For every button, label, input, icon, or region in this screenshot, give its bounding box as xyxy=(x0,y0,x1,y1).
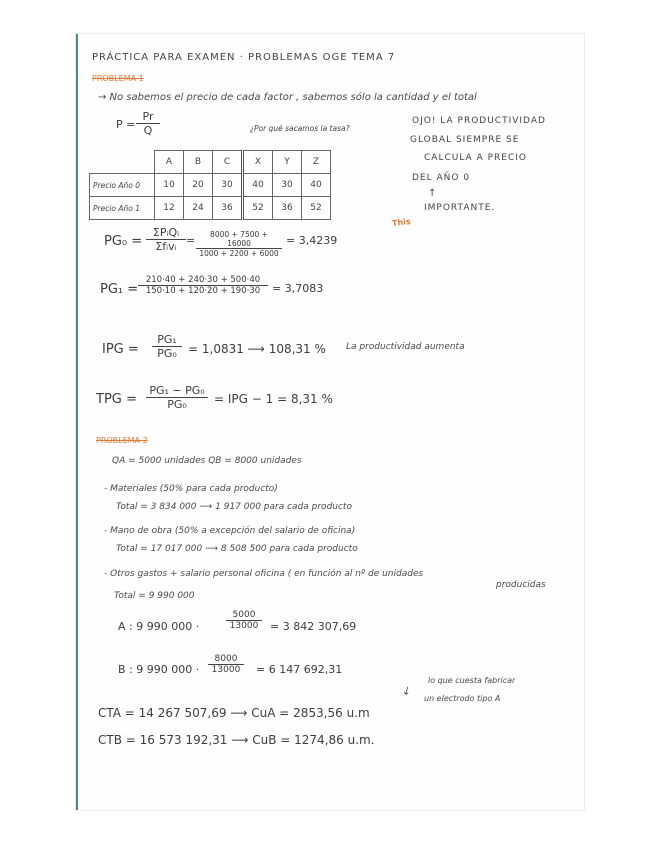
question-note: ¿Por qué sacamos la tasa? xyxy=(250,124,350,133)
materiales-line: - Materiales (50% para cada producto) xyxy=(104,484,278,494)
pg1-fraction xyxy=(138,275,268,296)
price-table xyxy=(89,150,331,220)
b-result: = 6 147 692,31 xyxy=(256,663,343,676)
pg1-numerator: 210·40 + 240·30 + 500·40 xyxy=(138,275,268,286)
tpg-numerator: PG₁ − PG₀ xyxy=(146,384,208,398)
table-cell: 36 xyxy=(213,197,243,220)
important-note: IMPORTANTE. xyxy=(424,203,496,213)
table-cell: 52 xyxy=(302,197,331,220)
arrow-up-icon: ↑ xyxy=(428,188,437,199)
pg0-fraction xyxy=(146,226,186,253)
note-line-1: OJO! LA PRODUCTIVIDAD xyxy=(412,116,546,126)
a-result: = 3 842 307,69 xyxy=(270,620,357,633)
ipg-label: IPG = xyxy=(102,342,139,357)
table-cell: 40 xyxy=(243,174,273,197)
pg0-value-numerator: 8000 + 7500 + 16000 xyxy=(196,230,282,249)
mano-de-obra-total: Total = 17 017 000 ⟶ 8 508 500 para cada producto xyxy=(116,544,358,554)
row-label: Precio Año 1 xyxy=(90,197,155,220)
problem-2-title: PROBLEMA 2 xyxy=(96,436,148,445)
table-header: A xyxy=(155,151,184,174)
materiales-total: Total = 3 834 000 ⟶ 1 917 000 para cada producto xyxy=(116,502,352,512)
tpg-label: TPG = xyxy=(96,392,137,407)
this-badge: This xyxy=(391,217,412,228)
arrow-icon: ↙ xyxy=(399,682,414,699)
problem-1-title: PROBLEMA 1 xyxy=(92,74,144,83)
a-fraction xyxy=(226,610,262,631)
pg1-denominator: 150·10 + 120·20 + 190·30 xyxy=(145,286,261,296)
cta-line: CTA = 14 267 507,69 ⟶ CuA = 2853,56 u.m xyxy=(98,706,370,720)
table-cell: 30 xyxy=(273,174,302,197)
tpg-denominator: PG₀ xyxy=(167,398,187,411)
pg0-label: PG₀ = xyxy=(104,234,143,249)
table-cell: 36 xyxy=(273,197,302,220)
equals-sign: = xyxy=(186,234,196,247)
b-fraction xyxy=(208,654,244,675)
note-line-2: GLOBAL SIEMPRE SE xyxy=(410,135,520,145)
pg1-result: = 3,7083 xyxy=(272,282,324,295)
pg0-value-denominator: 1000 + 2200 + 6000 xyxy=(199,249,279,258)
ipg-fraction xyxy=(152,333,182,360)
p-formula-fraction xyxy=(136,110,160,137)
pg0-result: = 3,4239 xyxy=(286,234,338,247)
note-line-4: DEL AÑO 0 xyxy=(412,173,471,183)
table-row xyxy=(90,174,331,197)
tpg-result: = IPG − 1 = 8,31 % xyxy=(214,392,333,406)
a-denominator: 13000 xyxy=(229,621,259,631)
quantities: QA = 5000 unidades QB = 8000 unidades xyxy=(112,456,302,466)
otros-gastos-continuation: producidas xyxy=(496,580,546,590)
row-label: Precio Año 0 xyxy=(90,174,155,197)
a-numerator: 5000 xyxy=(226,610,262,621)
ipg-comment: La productividad aumenta xyxy=(346,342,465,352)
note-line-3: CALCULA A PRECIO xyxy=(424,153,527,163)
tpg-fraction xyxy=(146,384,208,411)
table-row xyxy=(90,197,331,220)
table-cell: 12 xyxy=(155,197,184,220)
p-formula-denominator: Q xyxy=(143,124,153,137)
b-denominator: 13000 xyxy=(211,665,241,675)
pg0-value-fraction xyxy=(196,230,282,258)
p-formula-label: P = xyxy=(116,118,136,131)
pg1-label: PG₁ = xyxy=(100,282,139,297)
otros-gastos-line: - Otros gastos + salario personal oficina ( en función al nº de unidades xyxy=(104,569,424,579)
table-cell: 20 xyxy=(184,174,213,197)
pg0-numerator: ΣPᵢQᵢ xyxy=(146,226,186,240)
otros-gastos-total: Total = 9 990 000 xyxy=(114,591,195,601)
b-numerator: 8000 xyxy=(208,654,244,665)
table-header: Z xyxy=(302,151,331,174)
side-note-line-1: lo que cuesta fabricar xyxy=(428,676,516,685)
table-cell: 10 xyxy=(155,174,184,197)
table-header: Y xyxy=(273,151,302,174)
table-header-row xyxy=(90,151,331,174)
table-cell: 30 xyxy=(213,174,243,197)
ipg-denominator: PG₀ xyxy=(157,347,177,360)
table-cell: 40 xyxy=(302,174,331,197)
table-header: C xyxy=(213,151,243,174)
table-cell: 24 xyxy=(184,197,213,220)
b-label: B : 9 990 000 · xyxy=(118,663,200,676)
side-note-line-2: un electrodo tipo A xyxy=(424,694,501,703)
ctb-line: CTB = 16 573 192,31 ⟶ CuB = 1274,86 u.m. xyxy=(98,733,375,747)
ipg-result: = 1,0831 ⟶ 108,31 % xyxy=(188,342,326,356)
ipg-numerator: PG₁ xyxy=(152,333,182,347)
table-header: X xyxy=(243,151,273,174)
page-header: PRÁCTICA PARA EXAMEN · PROBLEMAS OGE TEMA 7 xyxy=(92,52,396,63)
problem-1-intro: → No sabemos el precio de cada factor , sabemos sólo la cantidad y el total xyxy=(98,92,477,103)
table-cell: 52 xyxy=(243,197,273,220)
mano-de-obra-line: - Mano de obra (50% a excepción del salario de oficina) xyxy=(104,526,356,536)
table-header: B xyxy=(184,151,213,174)
pg0-denominator: Σfᵢvᵢ xyxy=(155,240,177,253)
p-formula-numerator: Pr xyxy=(136,110,160,124)
a-label: A : 9 990 000 · xyxy=(118,620,200,633)
